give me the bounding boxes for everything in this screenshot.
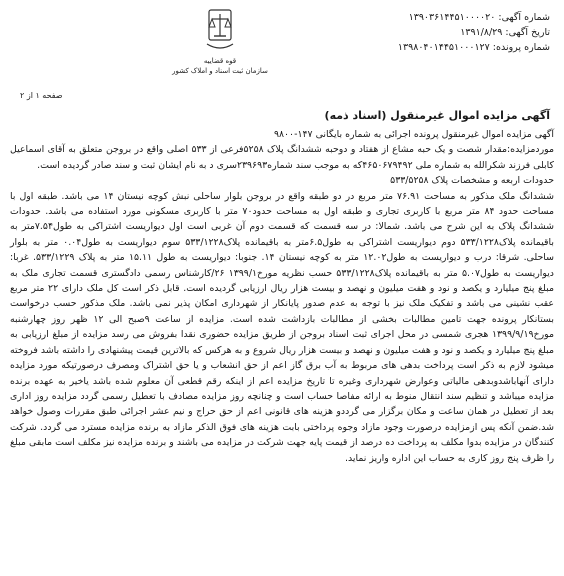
paragraph: ششدانگ ملک مذکور به مساحت ۷۶.۹۱ متر مربع در دو طبقه واقع در بروجن بلوار ساحلی نبش کوچه نیستان ۱۴ می باشد. طبقه اول با مساحت حدود ۸۴ متر مربع با کاربری تجاری و طبقه اول به مساحت حدود۷۰ متر با کاربری مسکونی مورد استفاده می باشد. حدودات ششدانگ پلاک به این شرح می باشد. شمالا: در سه قسمت که قسمت دوم آن غربی است اول دیواریست اشتراکی به طول۷.۵۴متر به باقیمانده پلاک۵۳۳/۱۲۲۸ دوم دیواریست اشتراکی به طول۶.۵متر به باقیمانده پلاک۵۳۳/۱۲۲۸ سوم دیواریست به طول۰.۰۴ متر به بلوار ساحلی. شرقا: درب و دیواریست به طول۱۲.۰۲ متر به کوچه نیستان ۱۴. جنوبا: دیواریست به طول ۱۵.۱۱ متر به پلاک ۵۳۳/۱۲۲۹. غربا: دیواریست به طول۵.۰۷ متر به باقیمانده پلاک۵۳۳/۱۲۲۸ حسب نظریه مورخ۱۳۹۹/۱ ۲۶/کارشناس رسمی دادگستری قسمت تجاری ملک به مبلغ پنج میلیارد و یکصد و نود و هفت میلیون و نهصد و بیست هزار ریال ارزیابی گردیده است. قابل ذکر است کل ملک دارای ۲۲ متر مربع عقب نشینی می باشد و تفکیک ملک نیز با توجه به عدم صدور پایانکار از شهرداری امکان پذیر نمی باشد. ملک مذکور حسب درخواست بستانکار پرونده جهت تامین مطالبات بخشی از مطالبات بازداشت شده است. مزایده از ساعت ۹صبح الی ۱۲ ظهر روز چهارشنبه مورخ۱۳۹۹/۹/۱۹ هجری شمسی در محل اجرای ثبت اسناد بروجن از طریق مزایده حضوری نقدا بفروش می رسد مزایده از مبلغ ارزیابی به مبلغ پنج میلیارد و یکصد و نود و هفت میلیون و نهصد و بیست هزار ریال شروع و به هرکس که بالاترین قیمت پیشنهادی را داشته باشد فروخته میشود لازم به ذکر است پرداخت بدهی های مربوط به آب برق گاز اعم از حق انشعاب و یا حق اشتراک ومصرف درصورتیکه مورد مزایده دارای آنهاباشدوبدهی مالیاتی وعوارض شهرداری وغیره تا تاریخ مزایده اعم از اینکه رقم قطعی آن معلوم شده باشد یاخیر به عهده برنده مزایده میباشد و تنظیم سند انتقال منوط به ارائه مفاصا حساب است و چنانچه روز مزایده مصادف با تعطیل رسمی گردد مزایده روز اداری بعد از تعطیل در همان ساعت و مکان برگزار می گرددو هزینه های قانونی اعم از حق حراج و نیم عشر اجرائی طبق مقررات وصول خواهد شد.ضمن آنکه پس ازمزایده درصورت وجود مازاد وجوه پرداختی بابت هزینه های فوق الذکر مازاد به برنده مزایده مسترد می گردد. شرکت کنندگان در مزایده بدوا مکلف به پرداخت ده درصد از قیمت پایه جهت شرکت در مزایده می باشند و برنده مزایده نیز مکلف است مابقی مبلغ را ظرف پنج روز کاری به حساب این اداره واریز نماید. bbox=[10, 190, 555, 464]
notice-date: تاریخ آگهی: ۱۳۹۱/۸/۲۹ bbox=[460, 27, 550, 38]
emblem-icon bbox=[203, 8, 237, 56]
org-name: قوه قضاییه bbox=[203, 57, 237, 65]
judiciary-emblem bbox=[172, 8, 268, 98]
notice-title: آگهی مزایده اموال غیرمنقول (اسناد ذمه) bbox=[324, 109, 550, 122]
file-number: شماره پرونده: ۱۳۹۸۰۴۰۱۴۴۵۱۰۰۰۱۲۷ bbox=[397, 42, 550, 53]
paragraph: موردمزایده:مقدار شصت و یک حبه مشاع از هفتاد و دوحبه ششدانگ پلاک ۵۲۵۸فرعی از ۵۳۳ اصلی واقع در بروجن متعلق به آقای اسماعیل کابلی فرزند شکرالله به شماره ملی ۴۶۵۰۶۷۹۴۹۲که به موجب سند شماره۲۳۹۶۹۳سری د به نام ایشان ثبت و سند صادر گردیده است. bbox=[10, 144, 554, 171]
notice-metadata bbox=[220, 10, 550, 55]
paragraph: آگهی مزایده اموال غیرمنقول پرونده اجرائی به شماره بایگانی ۱۴۷-۹۸۰۰ bbox=[273, 129, 554, 140]
org-subtitle: سازمان ثبت اسناد و املاک کشور bbox=[172, 67, 268, 75]
notice-number: شماره آگهی: ۱۳۹۰۳۶۱۴۴۵۱۰۰۰۰۲۰ bbox=[408, 12, 550, 23]
notice-body bbox=[10, 127, 554, 466]
page-number: صفحه ۱ از ۲ bbox=[20, 91, 63, 100]
paragraph: حدودات اربعه و مشخصات پلاک ۵۳۳/۵۲۵۸ bbox=[390, 175, 554, 187]
